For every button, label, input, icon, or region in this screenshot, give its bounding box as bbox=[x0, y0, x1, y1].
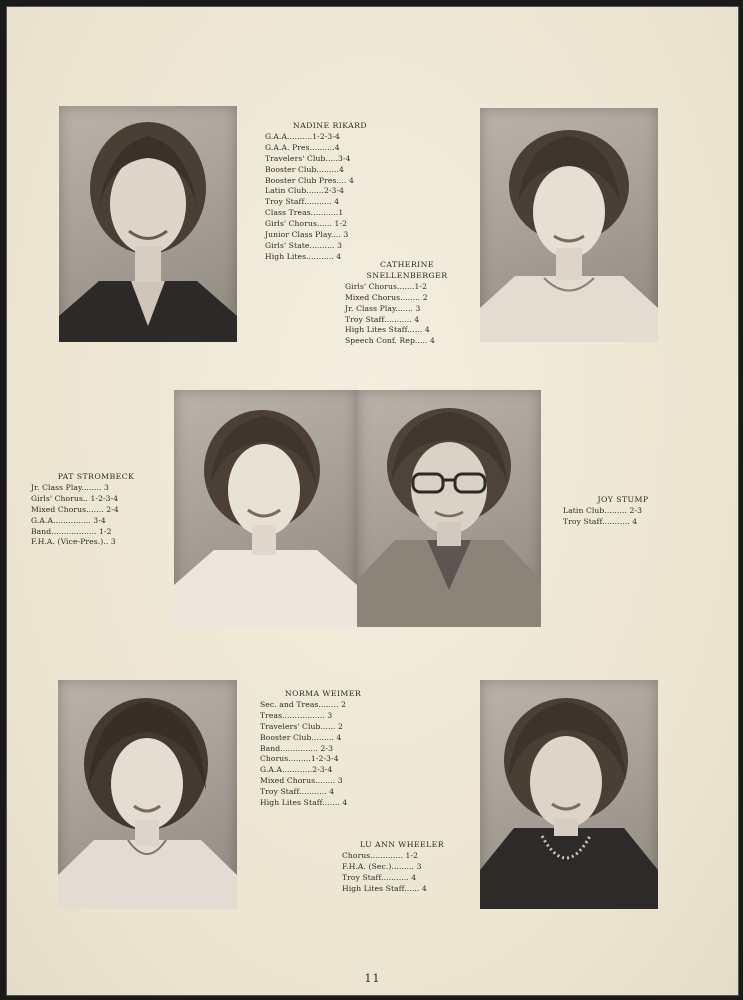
activity-item: Chorus............. 1-2 bbox=[342, 850, 419, 860]
portrait-nadine-rikard bbox=[59, 106, 237, 342]
name-catherine-line2: SNELLENBERGER bbox=[366, 270, 448, 280]
caption-lu-ann-wheeler bbox=[342, 840, 462, 895]
name-nadine-rikard: NADINE RIKARD bbox=[292, 121, 368, 130]
activity-item: Band............... 2-3 bbox=[260, 743, 334, 753]
page-number: 11 bbox=[364, 972, 381, 985]
activity-item: Girls' Chorus...... 1-2 bbox=[265, 219, 348, 229]
caption-joy-stump bbox=[563, 495, 683, 528]
activity-item: G.A.A. Pres..........4 bbox=[265, 142, 340, 152]
activity-item: G.A.A..........1-2-3-4 bbox=[265, 131, 340, 141]
activity-item: Girls' State.......... 3 bbox=[265, 240, 343, 250]
portrait-nadine-rikard-drawing bbox=[59, 106, 237, 342]
activity-item: G.A.A............2-3-4 bbox=[260, 765, 333, 775]
activity-item: F.H.A. (Sec.)......... 3 bbox=[342, 861, 422, 871]
name-joy-stump: JOY STUMP bbox=[597, 495, 649, 504]
activity-item: Speech Conf. Rep..... 4 bbox=[345, 336, 435, 346]
portrait-catherine-snellenberger bbox=[480, 108, 658, 342]
portrait-lu-ann-wheeler bbox=[480, 680, 658, 909]
activity-item: Troy Staff........... 4 bbox=[260, 787, 335, 797]
activity-item: Girls' Chorus.. 1-2-3-4 bbox=[31, 493, 119, 503]
activity-item: Jr. Class Play....... 3 bbox=[345, 303, 421, 313]
portrait-joy-drawing bbox=[357, 390, 541, 627]
activity-item: G.A.A............... 3-4 bbox=[31, 515, 106, 525]
name-lu-ann-wheeler: LU ANN WHEELER bbox=[359, 840, 445, 849]
portrait-catherine-drawing bbox=[480, 108, 658, 342]
activity-item: Junior Class Play.... 3 bbox=[265, 230, 349, 240]
activity-item: Booster Club......... 4 bbox=[260, 732, 342, 742]
activity-item: Class Treas...........1 bbox=[265, 208, 344, 218]
activity-item: Booster Club.........4 bbox=[265, 164, 344, 174]
caption-norma-weimer bbox=[260, 689, 386, 809]
activity-item: Latin Club.......2-3-4 bbox=[265, 186, 345, 196]
portrait-pat-drawing bbox=[174, 390, 357, 627]
activity-item: Girls' Chorus.......1-2 bbox=[345, 281, 428, 291]
portrait-norma-weimer bbox=[58, 680, 237, 909]
yearbook-page bbox=[6, 6, 739, 996]
activity-item: High Lites........... 4 bbox=[265, 251, 342, 261]
activity-item: Jr. Class Play........ 3 bbox=[31, 482, 109, 492]
activity-item: F.H.A. (Vice-Pres.).. 3 bbox=[31, 537, 116, 547]
activity-item: Mixed Chorus....... 2-4 bbox=[31, 504, 119, 514]
name-norma-weimer: NORMA WEIMER bbox=[284, 689, 362, 698]
activity-item: High Lites Staff...... 4 bbox=[342, 883, 427, 893]
portrait-joy-stump bbox=[357, 390, 541, 627]
caption-nadine-rikard bbox=[265, 121, 395, 263]
activity-item: Troy Staff........... 4 bbox=[345, 314, 420, 324]
activity-item: Troy Staff........... 4 bbox=[563, 516, 638, 526]
activity-item: Travelers' Club...... 2 bbox=[260, 721, 343, 731]
portrait-lu-ann-drawing bbox=[480, 680, 658, 909]
name-catherine-line1: CATHERINE bbox=[380, 260, 434, 269]
activity-item: Band.................. 1-2 bbox=[31, 526, 112, 536]
activity-item: Mixed Chorus........ 3 bbox=[260, 776, 343, 786]
activity-item: Latin Club......... 2-3 bbox=[563, 505, 643, 515]
name-pat-strombeck: PAT STROMBECK bbox=[57, 472, 135, 481]
activity-item: Troy Staff........... 4 bbox=[342, 872, 417, 882]
activity-item: Sec. and Treas........ 2 bbox=[260, 699, 347, 709]
caption-pat-strombeck bbox=[31, 472, 161, 548]
activity-item: Treas................. 3 bbox=[260, 710, 333, 720]
caption-catherine-snellenberger bbox=[345, 260, 469, 347]
activity-item: High Lites Staff....... 4 bbox=[260, 798, 348, 808]
portrait-norma-drawing bbox=[58, 680, 237, 909]
activity-item: High Lites Staff...... 4 bbox=[345, 325, 430, 335]
activity-item: Travelers' Club.....3-4 bbox=[265, 153, 351, 163]
activity-item: Chorus.........1-2-3-4 bbox=[260, 754, 339, 764]
activity-item: Booster Club Pres.... 4 bbox=[265, 175, 354, 185]
activity-item: Mixed Chorus........ 2 bbox=[345, 292, 428, 302]
portrait-pat-strombeck bbox=[174, 390, 357, 627]
activity-item: Troy Staff........... 4 bbox=[265, 197, 340, 207]
